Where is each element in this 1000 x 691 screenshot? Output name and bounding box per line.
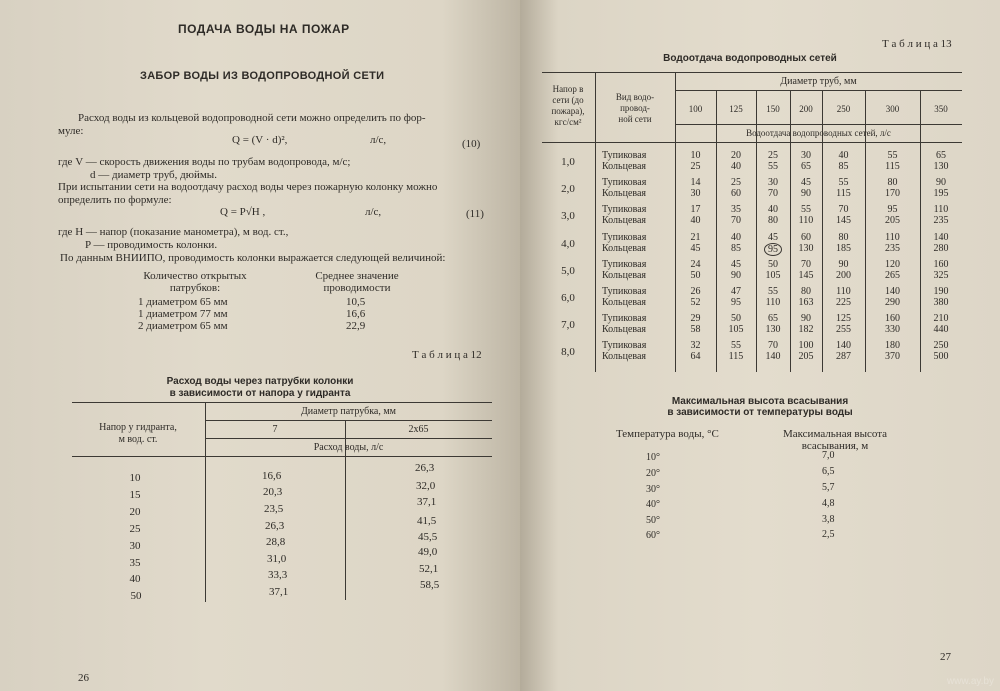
table13-type-dead: Тупиковая [602,258,647,270]
suction-col1-header: Температура воды, °С [616,428,719,440]
watermark: www.ay.by [946,676,994,687]
table13-value-dead: 17 [690,204,701,216]
formula-11: Q = P√H , [220,206,266,218]
table12-flow-2x65: 41,5 [417,515,437,527]
table13-value-ring: 55 [768,161,778,172]
table13-title: Водоотдача водопроводных сетей [663,53,837,64]
table13-value-dead: 40 [731,231,741,243]
table12-flow-7: 33,3 [268,569,288,581]
table13-head-pressure: Напор в сети (до пожара), кгс/см² [551,84,585,127]
table13-type-dead: Тупиковая [602,231,647,243]
table13-value-ring: 95 [756,243,790,256]
table13-value-ring: 140 [765,351,781,363]
where-line-3: где H — напор (показание манометра), м вод. ст., [58,226,289,238]
where-line-4: P — проводимость колонки. [85,239,218,251]
table13-value-dead: 26 [690,286,701,297]
table13-type-ring: Кольцевая [602,324,647,336]
where-line-1: где V — скорость движения воды по трубам водопровода, м/с; [58,156,351,168]
formula-11-unit: л/с, [365,206,382,218]
table13-value-dead: 140 [885,286,900,297]
small-table-row-label: 2 диаметром 65 мм [138,320,228,332]
table13-value-dead: 25 [731,177,741,189]
table13-value-dead: 55 [768,286,778,297]
table12-flow-7: 28,8 [266,536,286,548]
table13-type-ring: Кольцевая [602,351,647,363]
suction-title-1: Максимальная высота всасывания [671,396,849,407]
table13-value-ring: 85 [731,242,741,254]
table13-diameter: 100 [688,104,703,114]
table13-value-ring: 30 [690,188,701,200]
paragraph-1: Расход воды из кольцевой водопроводной сети можно определить по фор- [78,112,426,124]
table13-value-ring: 255 [836,324,851,336]
table13-value-ring: 110 [798,215,814,227]
table13-value-ring: 130 [933,161,949,172]
table13-value-dead: 55 [801,204,811,216]
table13-value-dead: 55 [838,177,849,189]
small-table-row-value: 10,5 [346,296,366,308]
section-title: ПОДАЧА ВОДЫ НА ПОЖАР [178,22,350,36]
table13-value-dead: 110 [836,286,851,297]
table13-value-dead: 40 [768,204,778,216]
table13-value-dead: 24 [690,258,701,270]
table13-value-dead: 120 [885,258,900,270]
table13-value-dead: 55 [731,340,741,352]
table13-value-dead: 45 [731,258,741,270]
table13-value-dead: 45 [801,177,811,189]
table13-value-dead: 29 [690,313,701,325]
table13-diameter: 150 [766,104,780,114]
table13-value-ring: 115 [885,161,900,172]
table12-pressure: 50 [130,590,142,602]
table13-type-dead: Тупиковая [602,150,647,161]
table12-title-1: Расход воды через патрубки колонки [166,376,354,387]
suction-col2-header: Максимальная высота всасывания, м [782,428,888,452]
table13-value-ring: 380 [933,297,949,308]
page-number-right: 27 [940,651,951,663]
table13-rule-sub [675,124,962,125]
table13-value-ring: 325 [933,269,949,281]
table13-value-dead: 47 [731,286,741,297]
table13-type-ring: Кольцевая [602,215,647,227]
table13-value-ring: 200 [836,269,851,281]
table13-value-dead: 180 [885,340,900,352]
table13-type-dead: Тупиковая [602,313,647,325]
table13-value-dead: 160 [933,258,949,270]
suction-height: 3,8 [822,514,835,525]
table13-diameter: 300 [885,104,900,114]
table13-head-flow: Водоотдача водопроводных сетей, л/с [746,128,891,138]
table13-value-dead: 21 [690,231,701,243]
suction-title-2: в зависимости от температуры воды [667,407,853,418]
table13-value-ring: 110 [765,297,781,308]
table12-head-pressure: Напор у гидранта, м вод. ст. [99,422,177,445]
table12-pressure: 15 [129,489,141,501]
small-table-row-value: 16,6 [346,308,366,320]
paragraph-3: По данным ВНИИПО, проводимость колонки выражается следующей величиной: [60,252,446,264]
table13-value-dead: 40 [838,150,849,161]
table13-rule-head-bottom [542,142,962,143]
small-table-col2-header: Среднее значение проводимости [315,270,399,294]
table13-value-dead: 55 [887,150,898,161]
table13-value-dead: 90 [936,177,946,189]
table12-col-7: 7 [272,424,278,435]
table13-pressure: 7,0 [561,319,575,332]
table13-value-dead: 210 [933,313,949,325]
table13-pressure: 8,0 [561,346,575,359]
table13-rule-top [542,72,962,73]
table13-head-diameter: Диаметр труб, мм [780,76,857,87]
table13-value-ring: 225 [836,297,851,308]
table13-value-dead: 35 [731,204,741,216]
subtitle: ЗАБОР ВОДЫ ИЗ ВОДОПРОВОДНОЙ СЕТИ [140,70,385,82]
table13-type-dead: Тупиковая [602,340,647,352]
table13-value-ring: 105 [765,269,781,281]
table13-value-dead: 140 [836,340,851,352]
table13-diameter: 250 [836,104,851,114]
table13-pressure: 2,0 [561,183,575,196]
table12-rule-top [72,402,492,403]
table13-value-dead: 70 [801,258,811,270]
table13-value-dead: 30 [768,177,778,189]
table13-type-ring: Кольцевая [602,242,647,254]
small-table-row-label: 1 диаметром 77 мм [138,308,228,320]
suction-temperature: 50° [646,515,660,526]
where-line-2: d — диаметр труб, дюймы. [90,169,217,181]
formula-11-number: (11) [466,208,484,220]
table12-head-diameter: Диаметр патрубка, мм [300,406,397,417]
table12-flow-2x65: 49,0 [418,546,438,558]
table12-flow-7: 26,3 [265,520,285,532]
table12-flow-7: 16,6 [262,470,282,482]
table13-value-ring: 64 [690,351,701,363]
table13-value-dead: 70 [768,340,778,352]
table13-value-dead: 90 [801,313,811,325]
table13-pressure: 1,0 [561,156,575,168]
table13-value-ring: 60 [731,188,741,200]
table13-value-dead: 32 [690,340,701,352]
table12-flow-2x65: 32,0 [416,480,436,492]
small-table-row-value: 22,9 [346,320,366,332]
table13-value-ring: 205 [798,351,814,363]
table13-value-ring: 500 [933,351,949,363]
table13-value-ring: 145 [798,269,814,281]
table13-value-dead: 160 [885,313,900,325]
small-table-col1-header: Количество открытых патрубков: [143,270,247,294]
table13-value-dead: 140 [933,231,949,243]
table13-type-ring: Кольцевая [602,297,647,308]
table13-value-ring: 290 [885,297,900,308]
table13-head-type: Вид водо- провод- ной сети [615,92,655,124]
right-page [520,0,1000,691]
table13-type-dead: Тупиковая [602,286,647,297]
table12-rule-head-bottom [72,456,492,457]
table13-label: Т а б л и ц а 13 [882,38,952,50]
table13-value-dead: 110 [933,204,949,216]
table12-flow-2x65: 37,1 [417,496,437,508]
table12-flow-7: 37,1 [269,586,289,598]
table13-value-dead: 95 [887,204,898,216]
table13-value-ring: 52 [690,297,701,308]
table13-value-dead: 20 [731,150,741,161]
table13-value-dead: 60 [801,231,811,243]
table13-value-ring: 40 [690,215,701,227]
table12-pressure: 20 [129,506,141,518]
table13-value-ring: 195 [933,188,949,200]
table13-value-ring: 65 [801,161,811,172]
formula-10: Q = (V · d)², [232,134,288,146]
table13-value-dead: 190 [933,286,949,297]
table13-value-dead: 90 [838,258,849,270]
table12-rule-mid [205,420,492,421]
suction-temperature: 30° [646,484,660,495]
table13-value-ring: 170 [885,188,900,200]
table13-value-dead: 30 [801,150,811,161]
table13-value-ring: 115 [728,351,744,363]
table13-value-ring: 440 [933,324,949,336]
page-number-left: 26 [78,672,89,684]
table13-value-dead: 80 [801,286,811,297]
table12-flow-2x65: 58,5 [420,579,440,591]
suction-height: 4,8 [822,498,835,509]
table13-value-ring: 40 [731,161,741,172]
suction-temperature: 10° [646,452,660,463]
table13-value-dead: 50 [731,313,741,325]
table13-value-ring: 90 [731,269,741,281]
table12-flow-2x65: 45,5 [418,531,438,543]
table13-value-ring: 90 [801,188,811,200]
table13-type-ring: Кольцевая [602,161,647,172]
table13-value-dead: 80 [887,177,898,189]
formula-10-number: (10) [462,138,481,150]
suction-height: 5,7 [822,482,835,493]
table13-value-dead: 125 [836,313,851,325]
paragraph-2: При испытании сети на водоотдачу расход воды через пожарную колонку можно [58,181,438,193]
table13-type-dead: Тупиковая [602,204,647,216]
table13-rule-diam [675,90,962,91]
suction-temperature: 40° [646,499,660,510]
table13-value-ring: 70 [731,215,741,227]
table13-value-ring: 145 [836,215,851,227]
table12-title-2: в зависимости от напора у гидранта [169,388,351,399]
table13-value-dead: 65 [936,150,946,161]
table12-rule-sub [205,438,492,439]
table13-value-ring: 182 [798,324,814,336]
table13-value-ring: 58 [690,324,701,336]
table13-pressure: 3,0 [561,210,575,223]
table12-pressure: 25 [129,523,141,535]
table13-value-dead: 110 [885,231,900,243]
table13-value-ring: 45 [690,242,701,254]
table13-value-dead: 65 [768,313,778,325]
small-table-row-label: 1 диаметром 65 мм [138,296,228,308]
table13-pressure: 6,0 [561,292,575,304]
table13-value-ring: 185 [836,242,851,254]
table13-value-dead: 14 [690,177,701,189]
table13-value-ring: 287 [836,351,851,363]
table13-value-ring: 70 [768,188,778,200]
table13-pressure: 5,0 [561,264,575,277]
paragraph-2b: определить по формуле: [58,194,172,206]
table13-value-ring: 130 [765,324,781,336]
suction-temperature: 60° [646,530,660,541]
table13-value-ring: 50 [690,269,701,281]
table13-value-ring: 370 [885,351,900,363]
table13-value-dead: 80 [838,231,849,243]
suction-height: 7,0 [822,450,835,461]
suction-height: 6,5 [822,466,835,477]
table12-label: Т а б л и ц а 12 [412,349,482,361]
suction-temperature: 20° [646,468,660,479]
table13-value-ring: 115 [836,188,851,200]
table13-value-ring: 235 [885,242,900,254]
table12-col-2x65: 2х65 [408,424,429,435]
table12-pressure: 10 [129,472,141,484]
table12-flow-7: 23,5 [264,503,284,515]
table13-diameter: 200 [799,104,813,114]
table13-value-ring: 105 [728,324,744,336]
table13-value-ring: 205 [885,215,900,227]
paragraph-1b: муле: [58,125,84,137]
table13-value-dead: 250 [933,340,949,352]
table13-value-dead: 70 [838,204,849,216]
table13-pressure: 4,0 [561,237,575,250]
table13-type-ring: Кольцевая [602,269,647,281]
table13-value-dead: 100 [798,340,814,352]
table13-value-dead: 25 [768,150,778,161]
table13-value-ring: 280 [933,242,949,254]
table12-flow-7: 31,0 [267,553,287,565]
table12-pressure: 30 [129,540,141,552]
table13-value-ring: 80 [768,215,778,227]
suction-height: 2,5 [822,529,835,540]
table13-value-ring: 330 [885,324,900,336]
table13-value-ring: 130 [798,242,814,254]
table12-flow-2x65: 52,1 [419,563,439,575]
table13-type-dead: Тупиковая [602,177,647,189]
table12-flow-2x65: 26,3 [415,462,435,474]
table13-value-ring: 265 [885,269,900,281]
table12-flow-7: 20,3 [263,486,283,498]
table13-value-dead: 45 [768,231,778,243]
table13-value-ring: 25 [690,161,701,172]
table13-type-ring: Кольцевая [602,188,647,200]
table12-head-flow: Расход воды, л/с [313,442,384,453]
table12-pressure: 35 [129,557,141,569]
table13-value-ring: 163 [798,297,814,308]
table13-diameter: 125 [729,104,743,114]
table13-value-ring: 235 [933,215,949,227]
table13-diameter: 350 [934,104,948,114]
table13-value-ring: 85 [838,161,849,172]
table13-value-dead: 50 [768,258,778,270]
table12-pressure: 40 [129,573,141,585]
formula-10-unit: л/с, [370,134,387,146]
table13-value-ring: 95 [731,297,741,308]
table13-value-dead: 10 [690,150,701,161]
